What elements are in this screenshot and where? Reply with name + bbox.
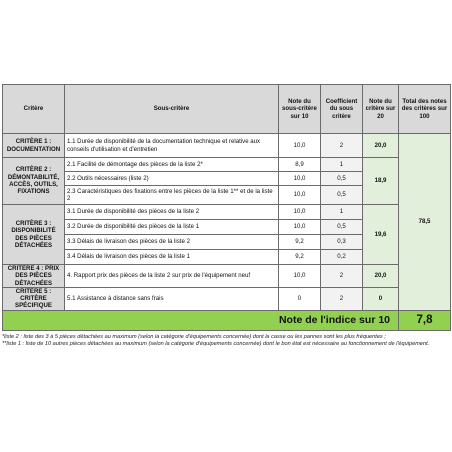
sub-coef: 0,3 [321,235,363,250]
critere-4-note: 20,0 [363,265,399,288]
final-score-value: 7,8 [399,310,451,330]
sub-coef: 2 [321,134,363,158]
sub-criterion: 2.1 Facilité de démontage des pièces de la liste 2* [65,158,279,172]
sub-note: 8,9 [279,158,321,172]
sub-coef: 1 [321,205,363,220]
sub-note: 10,0 [279,265,321,288]
sub-criterion: 3.3 Délais de livraison des pièces de la liste 2 [65,235,279,250]
table-row [3,287,451,310]
final-score-label: Note de l'indice sur 10 [3,310,399,330]
header-note-sous-critere: Note du sous-critère sur 10 [279,85,321,134]
critere-3-label: CRITÈRE 3 : DISPONIBILITÉ DES PIÈCES DÉTACHÉES [3,205,65,265]
sub-coef: 0,2 [321,250,363,265]
sub-criterion: 2.2 Outils nécessaires (liste 2) [65,172,279,186]
header-note-critere: Note du critère sur 20 [363,85,399,134]
footnotes [2,334,450,349]
sub-coef: 2 [321,265,363,288]
sub-note: 9,2 [279,250,321,265]
critere-1-label: CRITÈRE 1 : DOCUMENTATION [3,134,65,158]
table-row [3,158,451,172]
sub-note: 9,2 [279,235,321,250]
header-sous-critere: Sous-critère [65,85,279,134]
sub-criterion: 5.1 Assistance à distance sans frais [65,287,279,310]
critere-2-label: CRITÈRE 2 : DÉMONTABILITÉ, ACCÈS, OUTILS, FIXATIONS [3,158,65,205]
footnote-liste-2: *liste 2 : liste des 3 à 5 pièces détachées au maximum (selon la catégorie d'équipements concernée) dont la casse ou les pannes sont les plus fréquentes ; [2,333,386,340]
table-row [3,265,451,288]
header-row [3,85,451,134]
sub-coef: 0,5 [321,172,363,186]
sub-coef: 2 [321,287,363,310]
header-total: Total des notes des critères sur 100 [399,85,451,134]
sub-coef: 0,5 [321,220,363,235]
critere-5-note: 0 [363,287,399,310]
sub-criterion: 1.1 Durée de disponibilité de la documentation technique et relative aux conseils d'utilisation et d'entretien [65,134,279,158]
header-critere: Critère [3,85,65,134]
sub-criterion: 3.2 Durée de disponibilité des pièces de la liste 1 [65,220,279,235]
sub-note: 10,0 [279,220,321,235]
sub-criterion: 3.1 Durée de disponibilité des pièces de la liste 2 [65,205,279,220]
critere-3-note: 19,6 [363,205,399,265]
sub-note: 10,0 [279,205,321,220]
sub-note: 10,0 [279,186,321,205]
critere-4-label: CRITÈRE 4 : PRIX DES PIÈCES DÉTACHÉES [3,265,65,288]
criteria-table [2,84,451,331]
sub-criterion: 4. Rapport prix des pièces de la liste 2 sur prix de l'équipement neuf [65,265,279,288]
footnote-liste-1: **liste 1 : liste de 10 autres pièces détachées au maximum (selon la catégorie d'équipements concernée) dont le bon état est nécessaire au fonctionnement de l'équipement. [2,341,430,348]
sub-coef: 0,5 [321,186,363,205]
critere-5-label: CRITÈRE 5 : CRITÈRE SPÉCIFIQUE [3,287,65,310]
sub-note: 10,0 [279,172,321,186]
total-score: 78,5 [399,134,451,311]
repairability-index-sheet [0,84,452,349]
table-row [3,205,451,220]
critere-2-note: 18,9 [363,158,399,205]
sub-criterion: 3.4 Délais de livraison des pièces de la liste 1 [65,250,279,265]
sub-note: 0 [279,287,321,310]
final-score-row [3,310,451,330]
header-coefficient: Coefficient du sous critère [321,85,363,134]
table-row [3,134,451,158]
sub-note: 10,0 [279,134,321,158]
sub-criterion: 2.3 Caractéristiques des fixations entre les pièces de la liste 1** et de la liste 2 [65,186,279,205]
critere-1-note: 20,0 [363,134,399,158]
sub-coef: 1 [321,158,363,172]
